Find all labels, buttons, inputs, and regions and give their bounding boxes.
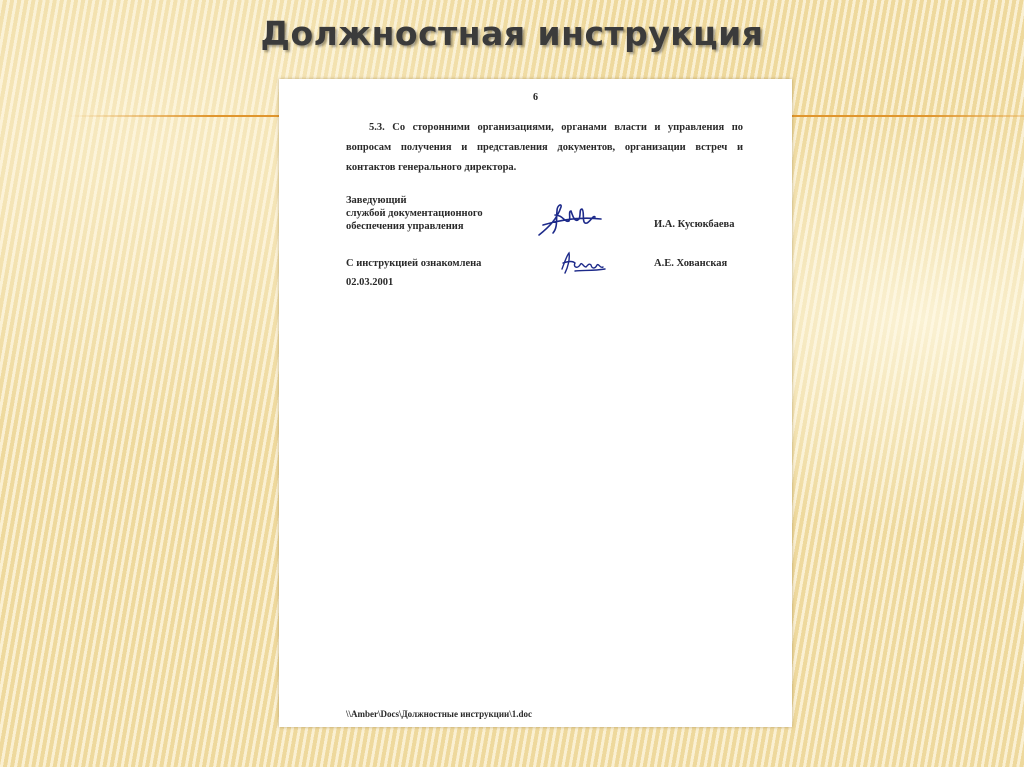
signatory-title-line: обеспечения управления [346,221,464,232]
signatory-name: И.А. Кусюкбаева [654,219,735,230]
document-page [279,79,792,727]
page-number: 6 [533,92,538,103]
signature-2-image [559,249,609,277]
document-file-path: \\Amber\Docs\Должностные инструкции\1.doc [346,709,532,719]
signatory-title-line: службой документационного [346,208,483,219]
slide-title: Должностная инструкция [260,14,764,53]
signature-1-image [535,197,605,241]
acknowledgement-name: А.Е. Хованская [654,258,728,269]
signatory-title-line: Заведующий [346,195,407,206]
instruction-paragraph: 5.3. Со сторонними организациями, органами власти и управления по вопросам получения и представления документов, организации встреч и контактов генерального директора. [346,122,743,173]
acknowledgement-label: С инструкцией ознакомлена [346,258,482,269]
acknowledgement-date: 02.03.2001 [346,277,394,288]
signatory-title [346,194,546,233]
